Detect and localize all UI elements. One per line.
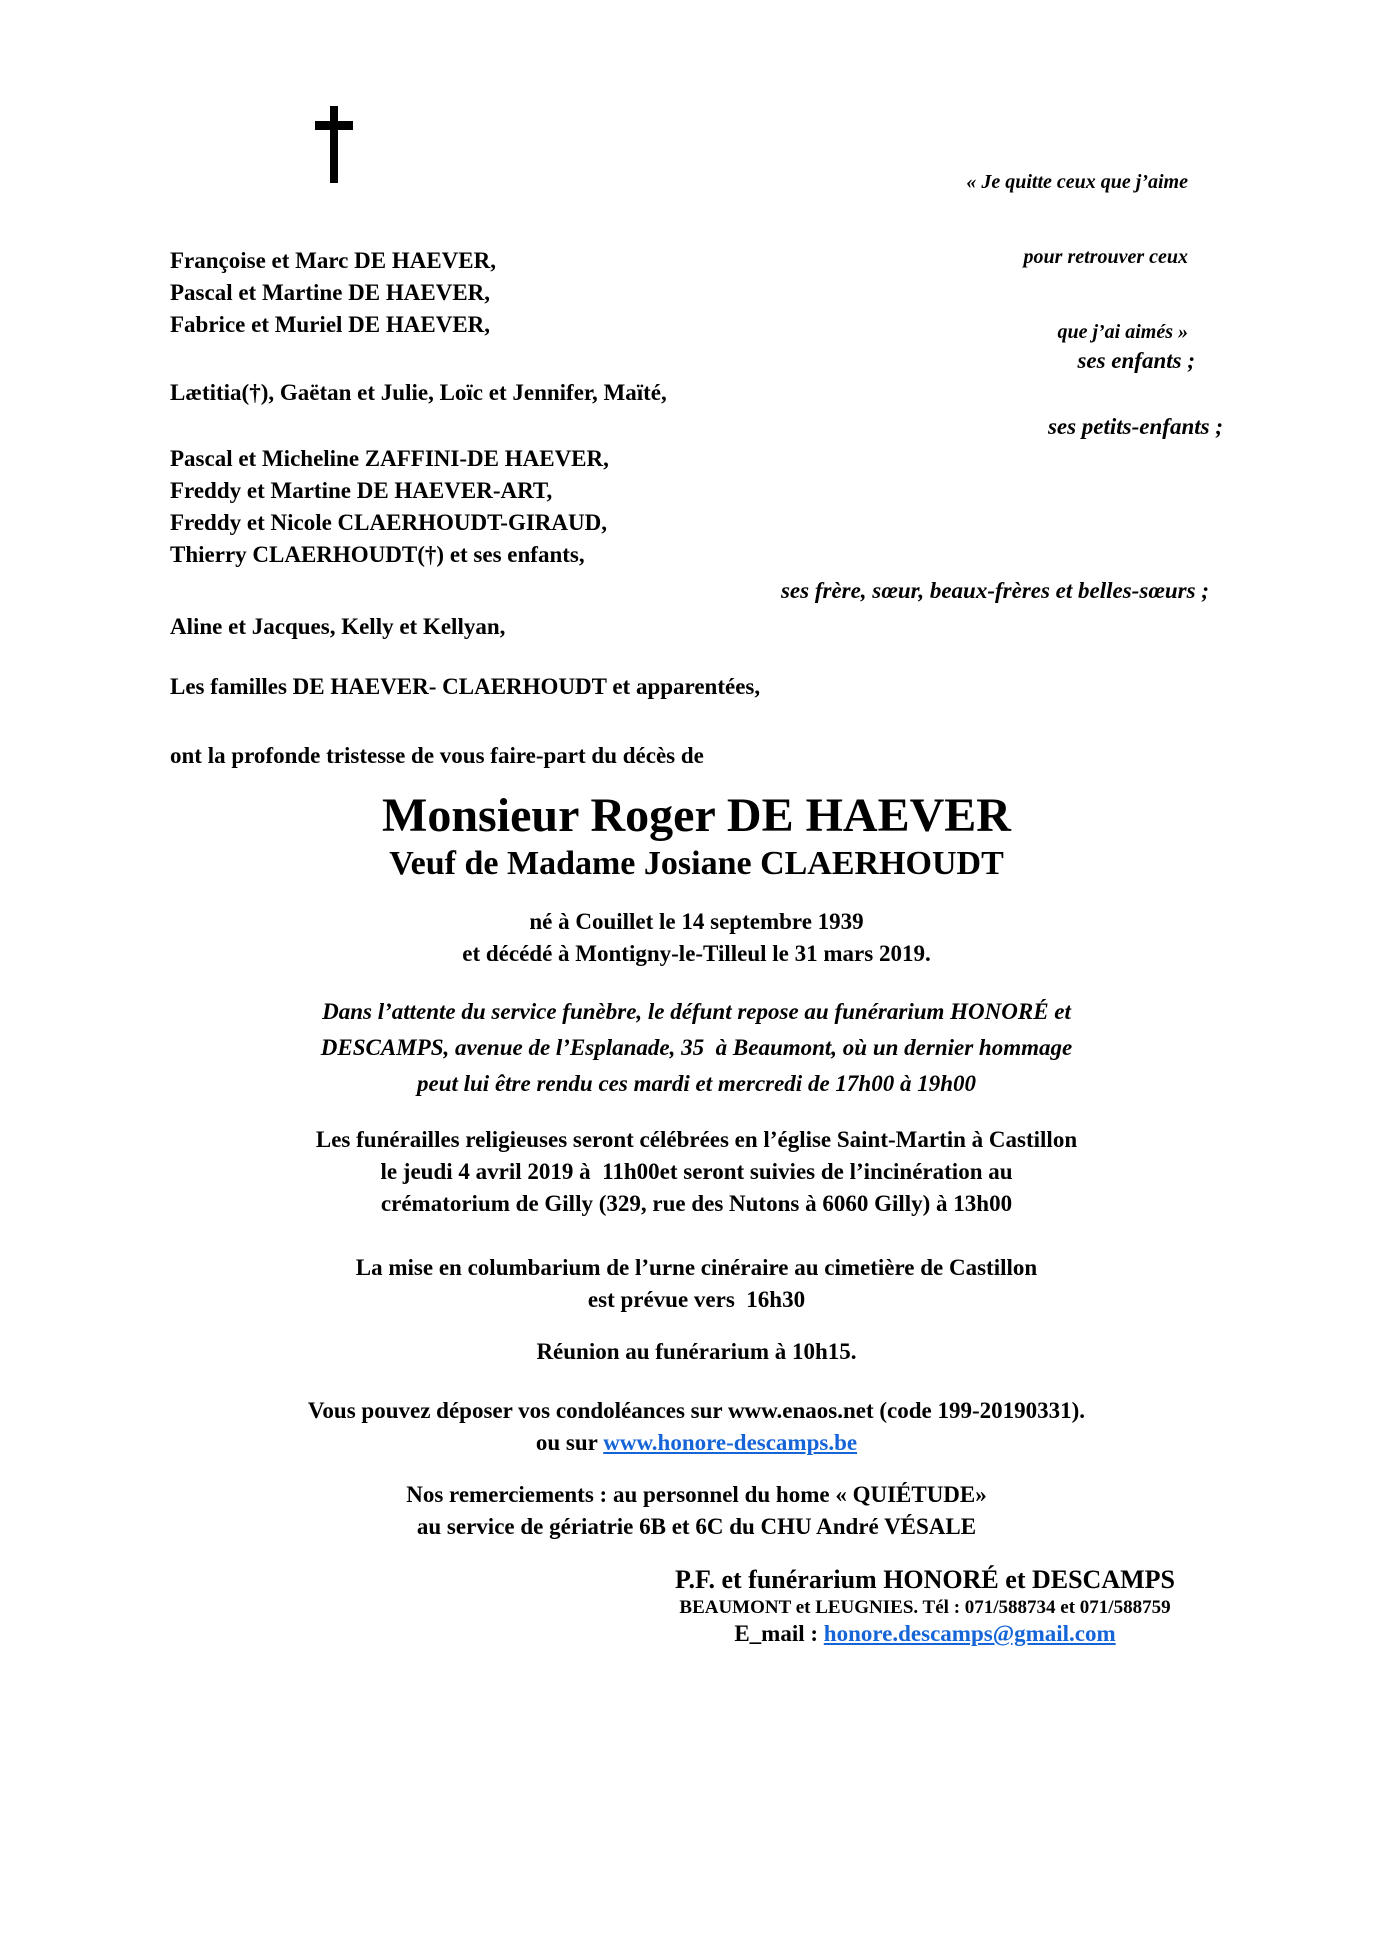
repose-line: Dans l’attente du service funèbre, le défunt repose au funérarium HONORÉ et [322,999,1071,1024]
footer-locations: BEAUMONT et LEUGNIES. Tél : 071/588734 et 071/588759 [679,1597,1171,1618]
meeting-paragraph [170,1336,1223,1368]
condolences-line: Vous pouvez déposer vos condoléances sur www.enaos.net (code 199-20190331). [307,1398,1086,1423]
website-link[interactable]: www.honore-descamps.be [603,1430,858,1455]
footer-email-line [645,1620,1205,1648]
footer-company: P.F. et funérarium HONORÉ et DESCAMPS [674,1565,1175,1594]
condolences-paragraph [170,1395,1223,1459]
announcement-center [170,788,1223,1543]
funeral-line: le jeudi 4 avril 2019 à 11h00et seront suivies de l’incinération au [380,1159,1013,1184]
life-dates [170,906,1223,970]
family-line: Aline et Jacques, Kelly et Kellyan, [170,614,506,639]
family-line: Thierry CLAERHOUDT(†) et ses enfants, [170,542,585,567]
deceased-name: Monsieur Roger DE HAEVER [382,789,1011,842]
repose-paragraph [170,994,1223,1102]
relation-label-children: ses enfants ; [1077,348,1195,373]
columbarium-line: est prévue vers 16h30 [587,1287,806,1312]
funeral-line: Les funérailles religieuses seront célébrées en l’église Saint-Martin à Castillon [315,1127,1078,1152]
condolences-link-line [170,1427,1223,1459]
family-line: Françoise et Marc DE HAEVER, [170,248,496,273]
funeral-line: crématorium de Gilly (329, rue des Nutons à 6060 Gilly) à 13h00 [380,1191,1013,1216]
repose-line: peut lui être rendu ces mardi et mercredi de 17h00 à 19h00 [416,1071,976,1096]
thanks-line: au service de gériatrie 6B et 6C du CHU André VÉSALE [416,1514,977,1539]
relation-label-grandchildren: ses petits-enfants ; [1047,414,1223,439]
footer-email-prefix: E_mail : [734,1621,824,1646]
announcement-line: ont la profonde tristesse de vous faire-part du décès de [170,743,704,768]
deceased-subtitle: Veuf de Madame Josiane CLAERHOUDT [389,845,1004,882]
death-line: et décédé à Montigny-le-Tilleul le 31 mars 2019. [462,941,931,966]
columbarium-paragraph [170,1252,1223,1316]
epitaph-quote [966,120,1188,395]
family-line: Pascal et Micheline ZAFFINI-DE HAEVER, [170,446,609,471]
epitaph-quote-line: pour retrouver ceux [1023,246,1188,268]
birth-line: né à Couillet le 14 septembre 1939 [529,909,864,934]
columbarium-line: La mise en columbarium de l’urne cinéraire au cimetière de Castillon [355,1255,1038,1280]
thanks-line: Nos remerciements : au personnel du home « QUIÉTUDE» [406,1482,987,1507]
condolences-link-prefix: ou sur [535,1430,604,1455]
email-link[interactable]: honore.descamps@gmail.com [823,1621,1116,1646]
document-body [0,245,1378,1648]
repose-line: DESCAMPS, avenue de l’Esplanade, 35 à Beaumont, où un dernier hommage [320,1035,1073,1060]
meeting-line: Réunion au funérarium à 10h15. [536,1339,857,1364]
cross-icon [315,106,353,183]
funeral-paragraph [170,1124,1223,1220]
family-line: Pascal et Martine DE HAEVER, [170,280,491,305]
epitaph-quote-line: que j’ai aimés » [1057,321,1188,343]
epitaph-quote-line: « Je quitte ceux que j’aime [966,171,1188,193]
funeral-home-footer [645,1565,1205,1648]
family-line: Lætitia(†), Gaëtan et Julie, Loïc et Jennifer, Maïté, [170,380,667,405]
relation-label-siblings: ses frère, sœur, beaux-frères et belles-sœurs ; [780,578,1209,603]
family-line: Freddy et Nicole CLAERHOUDT-GIRAUD, [170,510,607,535]
thanks-paragraph [170,1479,1223,1543]
family-line: Fabrice et Muriel DE HAEVER, [170,312,491,337]
family-line: Les familles DE HAEVER- CLAERHOUDT et apparentées, [170,674,761,699]
family-line: Freddy et Martine DE HAEVER-ART, [170,478,553,503]
